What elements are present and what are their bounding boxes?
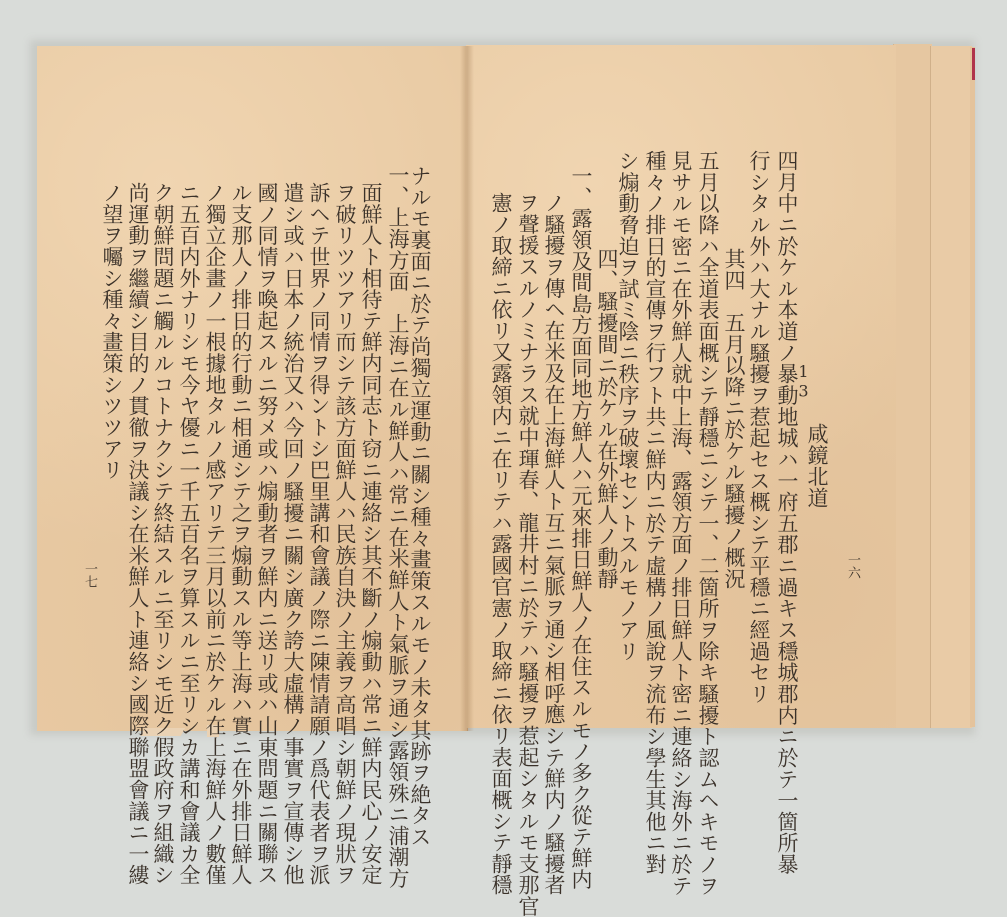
text-line: 尚運動ヲ繼續シ目的ノ貫徹ヲ決議シ在米鮮人ト連絡シ國際聯盟會議ニ一縷: [126, 182, 150, 886]
text-line: 種々ノ排日的宣傳ヲ行フト共ニ鮮内ニ於テ虛構ノ風說ヲ流布シ學生其他ニ對: [643, 150, 667, 875]
text-line: 一、露領及間島方面同地方鮮人ハ元來排日鮮人ノ在住スルモノ多ク從テ鮮内: [569, 165, 593, 890]
subheading: 四、騷擾間ニ於ケル在外鮮人ノ動靜: [595, 248, 619, 590]
text-line: ノ騷擾ヲ傳ヘ在米及在上海鮮人ト互ニ氣脈ヲ通シ相呼應シテ鮮内ノ騷擾者: [542, 192, 566, 896]
page-stack-edge: [970, 47, 975, 727]
text-line: ク朝鮮問題ニ觸ルルコトナクシテ終結スルニ至リシモ近ク假政府ヲ組織シ: [151, 182, 175, 886]
section-title: 咸鏡北道: [805, 423, 829, 509]
text-line: 四月中ニ於ケル本道ノ暴動地城ハ一府五郡ニ過キス穩城郡内ニ於テ一箇所暴: [775, 150, 799, 875]
page-stack-edge: [930, 46, 972, 728]
text-line: シ煽動脅迫ヲ試ミ陰ニ秩序ヲ破壞セントスルモノアリ: [616, 150, 640, 662]
text-line: 訴ヘテ世界ノ同情ヲ得ントシ巴里講和會議ノ際ニ陳情請願ノ爲代表者ヲ派: [307, 182, 331, 886]
text-line: 憲ノ取締ニ依リ又露領内ニ在リテハ露國官憲ノ取締ニ依リ表面概シテ靜穩: [489, 192, 513, 896]
text-line: 一、上海方面 上海ニ在ル鮮人ハ常ニ在米鮮人ト氣脈ヲ通シ露領殊ニ浦潮方: [386, 164, 410, 889]
page-stack-edge: [893, 44, 932, 728]
page-number: 一七: [82, 562, 97, 588]
text-line: ニ五百内外ナリシモ今ヤ優ニ一千五百名ヲ算スルニ至リシカ講和會議カ全: [177, 182, 201, 886]
text-line: ナルモ裏面ニ於テ尚獨立運動ニ關シ種々畫策スルモノ未タ其跡ヲ絶タス: [408, 165, 432, 848]
text-line: ノ望ヲ囑シ種々畫策シツツアリ: [100, 182, 124, 481]
text-line: 見サルモ密ニ在外鮮人就中上海、露領方面ノ排日鮮人ト密ニ連絡シ海外ニ於テ: [669, 150, 693, 897]
book-gutter: [460, 46, 474, 731]
text-line: 行シタル外ハ大ナル騷擾ヲ惹起セス概シテ平穩ニ經過セリ: [747, 150, 771, 705]
section-number: 13: [794, 362, 813, 401]
text-line: 國ノ同情ヲ喚起スルニ努メ或ハ煽動者ヲ鮮内ニ送リ或ハ山東問題ニ關聯ス: [255, 182, 279, 886]
text-line: ヲ聲援スルノミナラス就中琿春、龍井村ニ於テハ騷擾ヲ惹起シタルモ支那官: [516, 192, 540, 917]
text-line: 五月以降ハ全道表面概シテ靜穩ニシテ一、二箇所ヲ除キ騷擾ト認ムヘキモノヲ: [696, 150, 720, 897]
text-line: 面鮮人ト相待テ鮮内同志ト窃ニ連絡シ其不斷ノ煽動ハ常ニ鮮内民心ノ安定: [359, 182, 383, 886]
red-tab-mark: [972, 48, 975, 80]
page-number: 一六: [845, 553, 860, 579]
text-line: ヲ破リツツアリ而シテ該方面鮮人ハ民族自決ノ主義ヲ高唱シ朝鮮ノ現狀ヲ: [333, 182, 357, 886]
subheading: 其四 五月以降ニ於ケル騷擾ノ概況: [722, 248, 746, 590]
text-line: 遣シ或ハ日本ノ統治又ハ今回ノ騷擾ニ關シ廣ク誇大虛構ノ事實ヲ宣傳シ他: [281, 182, 305, 886]
text-line: ル支那人ノ排日的行動ニ相通シテ之ヲ煽動スル等上海ハ實ニ在外排日鮮人: [229, 182, 253, 886]
text-line: ノ獨立企畫ノ一根據地タルノ感アリテ三月以前ニ於ケル在上海鮮人ノ數僅: [203, 182, 227, 886]
